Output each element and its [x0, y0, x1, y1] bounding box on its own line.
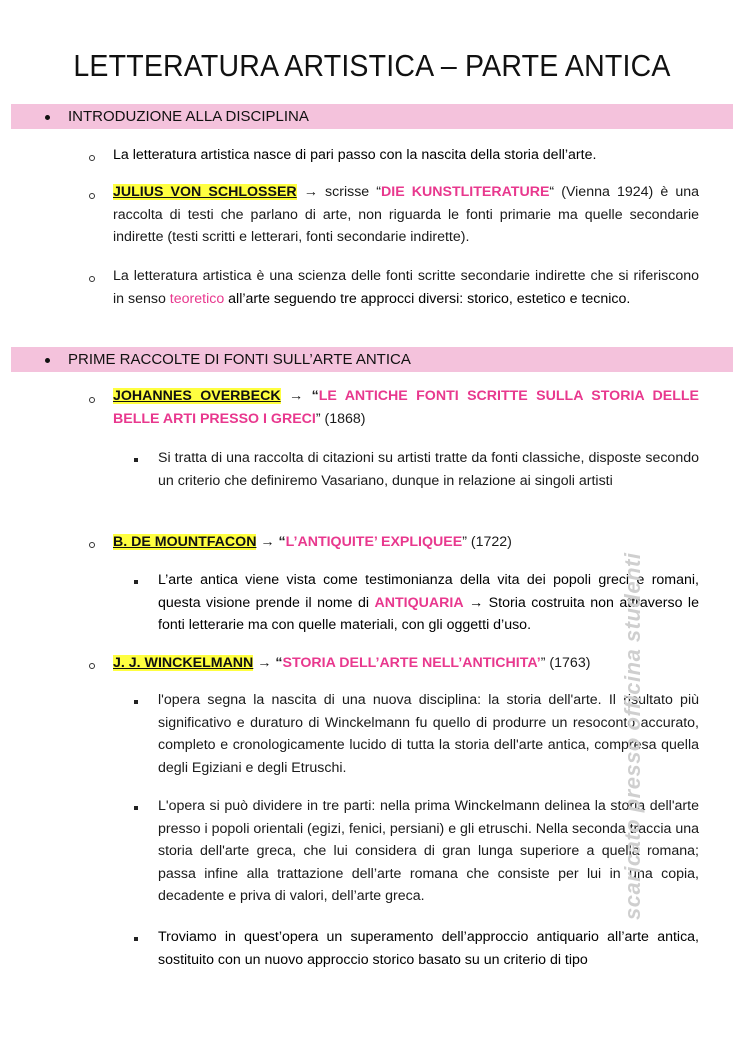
section-heading-introduction [11, 104, 733, 129]
author-entry-winckelmann [113, 652, 699, 675]
bullet-dot-icon [45, 115, 50, 120]
paragraph-text: La letteratura artistica è una scienza delle fonti scritte secondarie indirette che si riferiscono in senso [113, 268, 699, 307]
watermark-text: scaricato presso officina studenti [620, 552, 645, 920]
circle-bullet-icon [89, 155, 95, 161]
author-name: B. DE MOUNTFACON [113, 534, 257, 550]
author-name: JOHANNES OVERBECK [113, 388, 281, 404]
square-bullet-icon [134, 580, 138, 584]
highlighted-term: ANTIQUARIA [374, 594, 464, 611]
arrow-text: → scrisse “ [296, 184, 381, 200]
point-overbeck: Si tratta di una raccolta di citazioni su artisti tratte da fonti classiche, disposte secondo un criterio che definiremo Vasariano, dunque in relazione ai singoli artisti [158, 450, 699, 489]
paragraph-text: all’arte seguendo tre approcci diversi: storico, estetico e tecnico. [224, 290, 631, 307]
square-bullet-icon [134, 937, 138, 941]
circle-bullet-icon [89, 193, 95, 199]
circle-bullet-icon [89, 397, 95, 403]
work-title: L’ANTIQUITE’ EXPLIQUEE [285, 534, 463, 550]
arrow-text: → “ [256, 534, 286, 550]
work-date: ” (1763) [540, 655, 591, 671]
work-title: STORIA DELL’ARTE NELL’ANTICHITA’ [282, 655, 541, 671]
arrow-text: → “ [280, 388, 319, 404]
paragraph-definition [113, 265, 699, 310]
section-heading-prime-raccolte [11, 347, 733, 372]
work-title: DIE KUNSTLITERATURE [381, 184, 550, 200]
point-winckelmann-1: l'opera segna la nascita di una nuova disciplina: la storia dell'arte. Il risultato più significativo e duraturo di Winckelmann fu quello di produrre un resoconto accurato, completo e cronologicamente lucido di tutta la storia dell'arte antica, compresa quella degli Egiziani e degli Etruschi. [158, 692, 699, 776]
circle-bullet-icon [89, 276, 95, 282]
author-entry-overbeck [113, 385, 699, 430]
point-winckelmann-2: L'opera si può dividere in tre parti: nella prima Winckelmann delinea la storia dell'arte presso i popoli orientali (egizi, fenici, persiani) e gli etruschi. Nella seconda traccia una storia dell'arte greca, che lui considera di gran lunga superiore a quella romana; passa infine alla trattazione dell’arte romana che consiste per lui in una copia, decadente e priva di valori, dell’arte greca. [158, 798, 699, 904]
paragraph-text: → Storia costruita non attraverso le fonti letterarie ma con quelle materiali, con gli oggetti d’uso. [158, 594, 699, 633]
section-heading-label: PRIME RACCOLTE DI FONTI SULL’ARTE ANTICA [68, 351, 411, 368]
square-bullet-icon [134, 700, 138, 704]
point-mountfacon [158, 569, 699, 637]
paragraph-text: “ (Vienna 1924) è una raccolta di testi che parlano di arte, non riguarda le fonti primarie ma quelle secondarie indirette (testi scritti e letterari, fonti secondarie indirette). [113, 184, 699, 245]
square-bullet-icon [134, 458, 138, 462]
author-entry-mountfacon [113, 531, 699, 554]
highlighted-term: teoretico [169, 290, 225, 307]
bullet-dot-icon [45, 358, 50, 363]
point-winckelmann-3: Troviamo in quest’opera un superamento dell’approccio antiquario all’arte antica, sostituito con un nuovo approccio storico basato su un criterio di tipo [158, 929, 699, 968]
paragraph-text: L’arte antica viene vista come testimonianza della vita dei popoli greci e romani, questa visione prende il nome di [158, 572, 699, 611]
section-heading-label: INTRODUZIONE ALLA DISCIPLINA [68, 108, 309, 125]
author-name: JULIUS VON SCHLOSSER [113, 184, 297, 200]
arrow-text: → “ [253, 655, 283, 671]
work-date: ” (1868) [315, 410, 366, 427]
circle-bullet-icon [89, 663, 95, 669]
square-bullet-icon [134, 806, 138, 810]
work-title: LE ANTICHE FONTI SCRITTE SULLA STORIA DELLE BELLE ARTI PRESSO I GRECI [113, 388, 700, 427]
paragraph-schlosser [113, 181, 699, 249]
author-name: J. J. WINCKELMANN [113, 655, 254, 671]
document-title: LETTERATURA ARTISTICA – PARTE ANTICA [73, 48, 671, 83]
paragraph-text: La letteratura artistica nasce di pari passo con la nascita della storia dell’arte. [113, 147, 597, 163]
work-date: ” (1722) [462, 534, 512, 550]
circle-bullet-icon [89, 542, 95, 548]
paragraph-intro [113, 144, 699, 167]
